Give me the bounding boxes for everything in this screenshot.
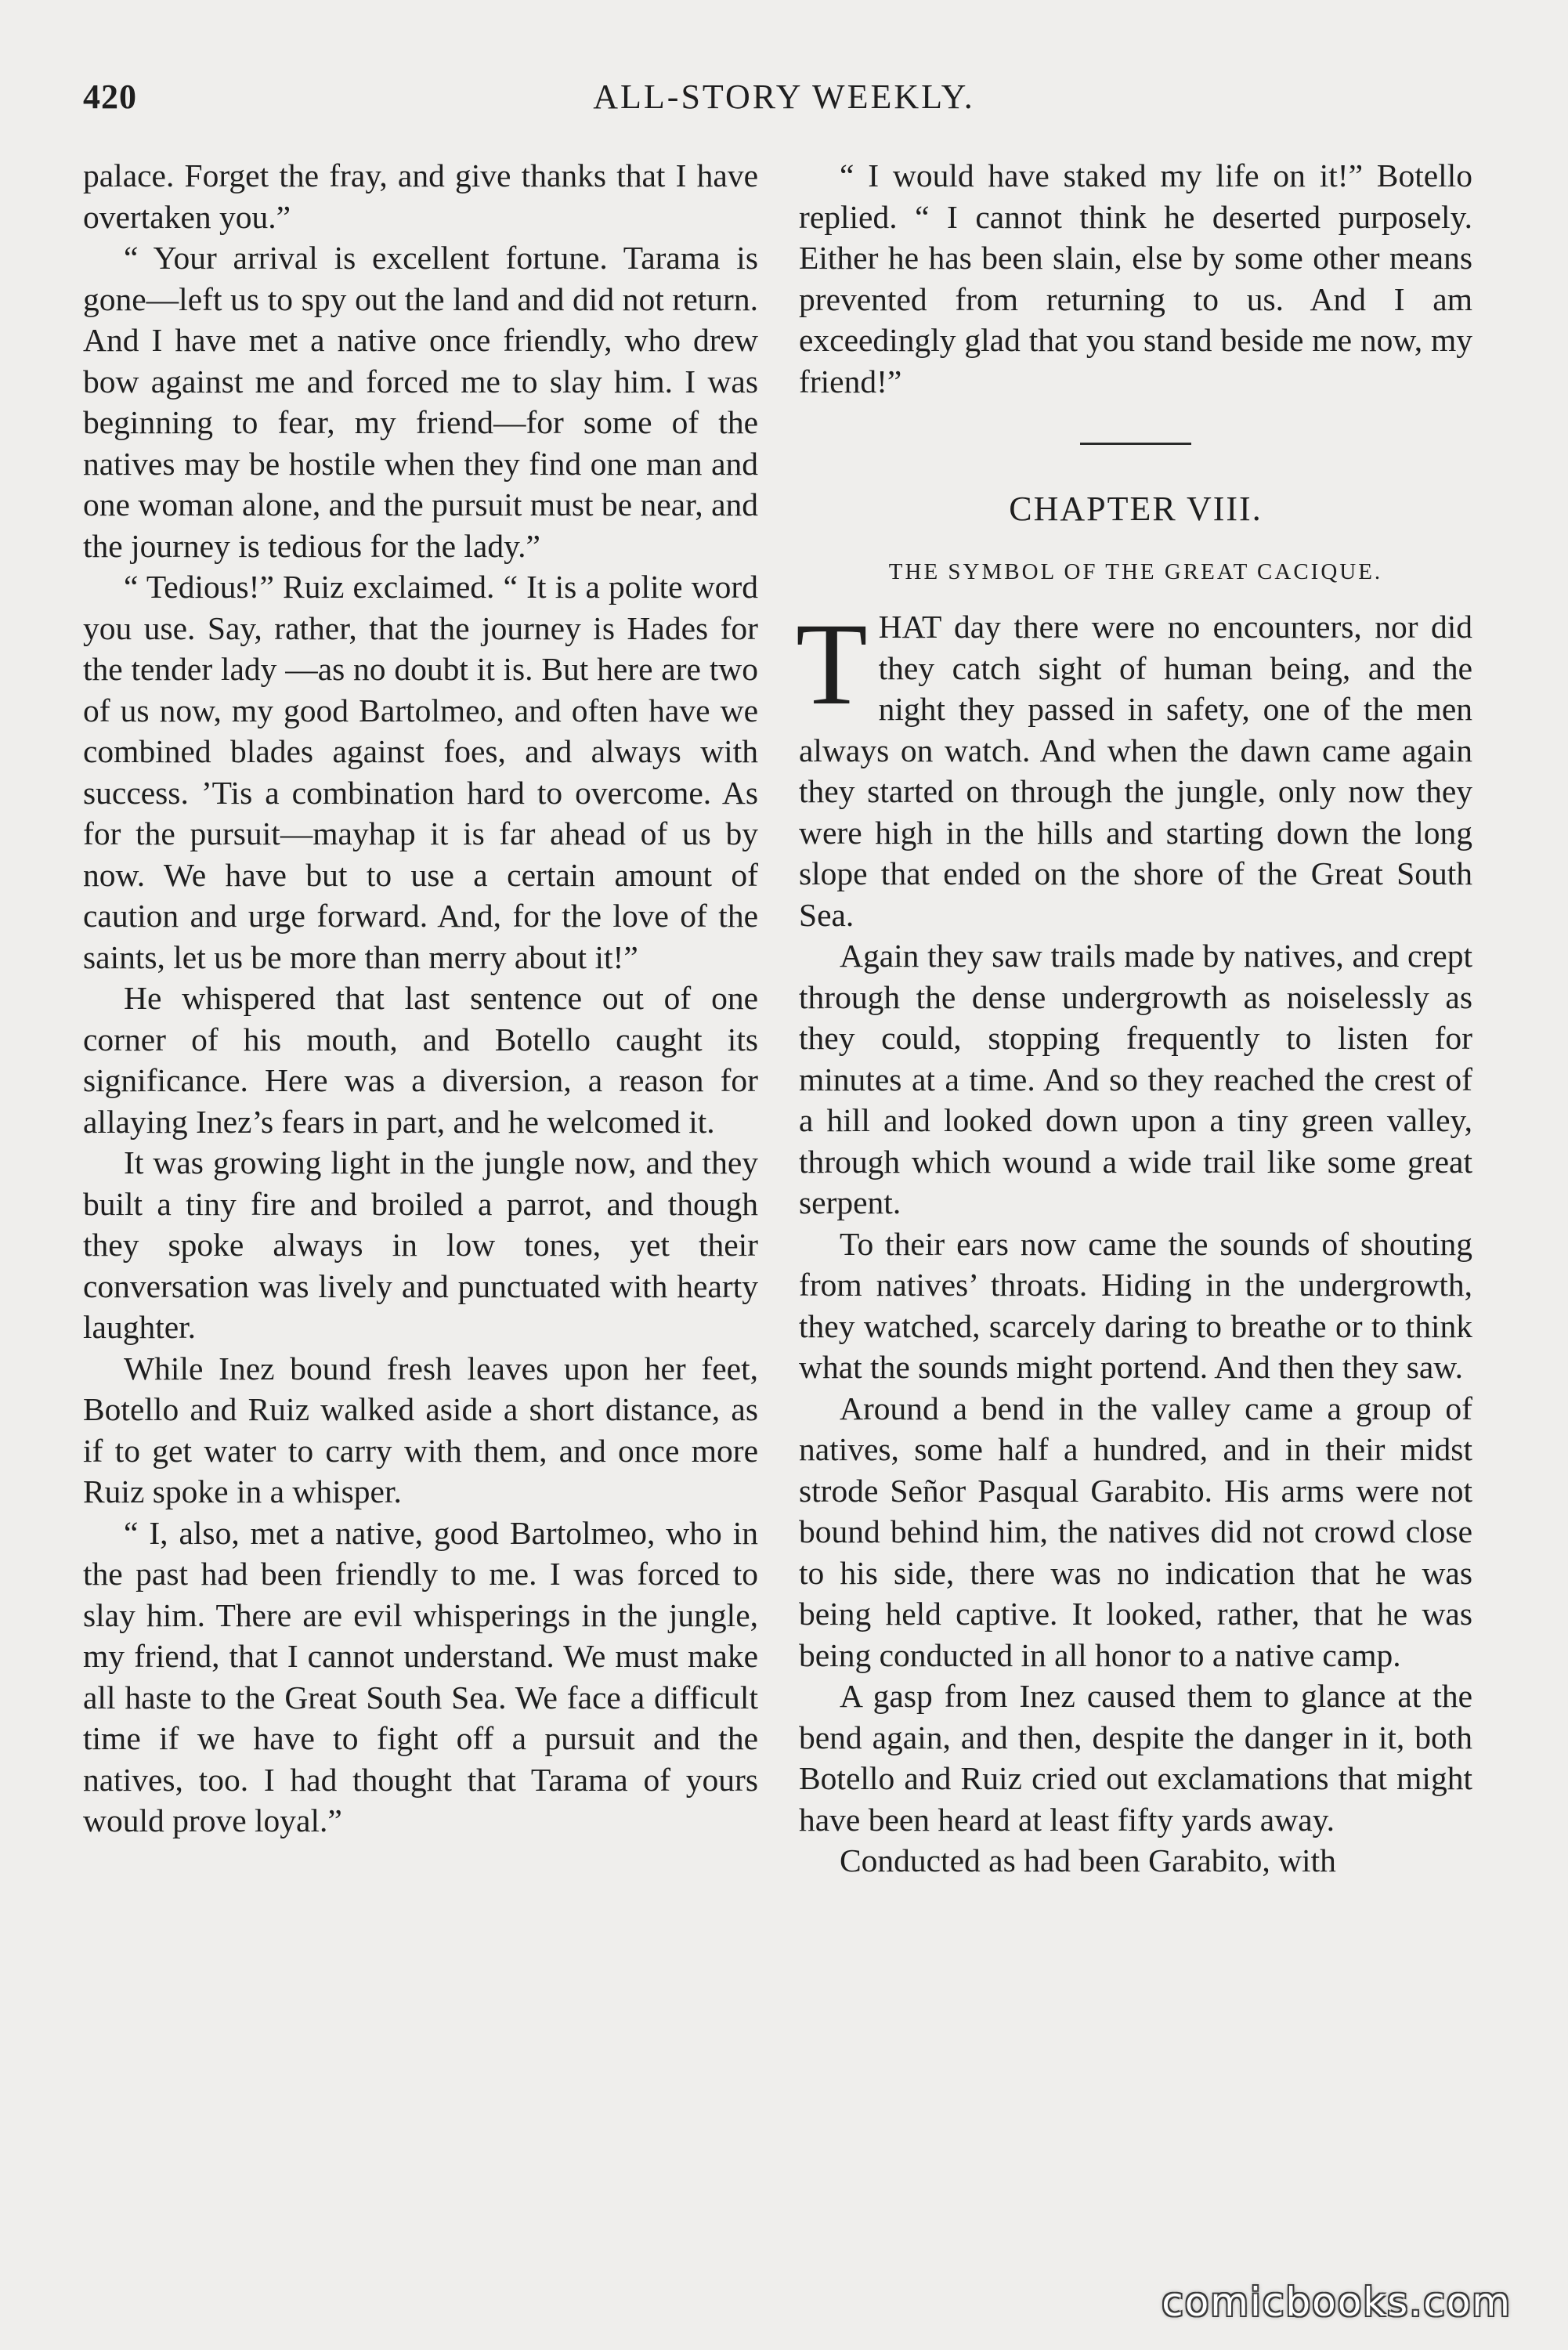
paragraph: Again they saw trails made by natives, and crept through the dense undergrowth as noiselessly as they could, stopping frequently to listen for minutes at a time. And so they reached the crest of a hill and looked down upon a tiny green valley, through which wound a wide trail like some great serpent. — [799, 938, 1472, 1220]
paragraph: palace. Forget the fray, and give thanks that I have overtaken you.” — [83, 157, 758, 235]
paragraph: “ I would have staked my life on it!” Botello replied. “ I cannot think he deserted purposely. Either he has been slain, else by some other means prevented from returning to us. And I am exceedingly glad that you stand beside me now, my friend!” — [799, 157, 1472, 400]
chapter-first-paragraph — [796, 599, 1472, 935]
paragraph: He whispered that last sentence out of one corner of his mouth, and Botello caught its significance. Here was a diversion, a reason for allaying Inez’s fears in part, and he welcomed it. — [83, 980, 758, 1140]
paragraph: Conducted as had been Garabito, with — [840, 1842, 1336, 1878]
paragraph: “ Tedious!” Ruiz exclaimed. “ It is a polite word you use. Say, rather, that the journey is Hades for the tender lady —as no doubt it is. But here are two of us now, my good Bartolmeo, and often have we combined blades against foes, and always with success. ’Tis a combination hard to overcome. As for the pursuit—mayhap it is far ahead of us by now. We have but to use a certain amount of caution and urge forward. And, for the love of the saints, let us be more than merry about it!” — [83, 569, 758, 975]
paragraph: “ Your arrival is excellent fortune. Tarama is gone—left us to spy out the land and did not return. And I have met a native once friendly, who drew bow against me and forced me to slay him. I was beginning to fear, my friend—for some of the natives may be hostile when they find one man and one woman alone, and the pursuit must be near, and the journey is tedious for the lady.” — [83, 240, 758, 564]
paragraph: “ I, also, met a native, good Bartolmeo, who in the past had been friendly to me. I was forced to slay him. There are evil whisperings in the jungle, my friend, that I cannot understand. We must make all haste to the Great South Sea. We face a difficult time if we have to fight off a pursuit and the natives, too. I had thought that Tarama of yours would prove loyal.” — [83, 1514, 758, 1838]
page-number: 420 — [83, 78, 137, 116]
paragraph: A gasp from Inez caused them to glance at the bend again, and then, despite the danger in it, both Botello and Ruiz cried out exclamations that might have been heard at least fifty yards away. — [799, 1678, 1472, 1838]
section-divider — [1080, 443, 1191, 445]
paragraph: To their ears now came the sounds of shouting from natives’ throats. Hiding in the undergrowth, they watched, scarcely daring to breathe or to think what the sounds might portend. And then they saw. — [799, 1225, 1472, 1385]
drop-cap: T — [796, 599, 868, 729]
chapter-heading: CHAPTER VIII. — [1009, 490, 1263, 528]
running-title: ALL-STORY WEEKLY. — [593, 78, 975, 116]
paragraph: Around a bend in the valley came a group of natives, some half a hundred, and in their midst strode Señor Pasqual Garabito. His arms were not bound behind him, the natives did not crowd close to his side, there was no indication that he was being held captive. It looked, rather, that he was being conducted in all honor to a native camp. — [799, 1390, 1472, 1673]
first-paragraph-text: HAT day there were no encounters, nor did they catch sight of human being, and the night they passed in safety, one of the men always on watch. And when the dawn came again they started on through the jungle, only now they were high in the hills and starting down the long slope that ended on the shore of the Great South Sea. — [799, 609, 1472, 933]
paragraph: It was growing light in the jungle now, and they built a tiny fire and broiled a parrot, and though they spoke always in low tones, yet their conversation was lively and punctuated with hearty laughter. — [83, 1144, 758, 1345]
watermark: comicbooks.com — [1162, 2280, 1512, 2325]
right-column — [796, 155, 1472, 1882]
chapter-subtitle: THE SYMBOL OF THE GREAT CACIQUE. — [888, 559, 1383, 584]
left-column — [83, 155, 758, 1842]
paragraph: While Inez bound fresh leaves upon her feet, Botello and Ruiz walked aside a short distance, as if to get water to carry with them, and once more Ruiz spoke in a whisper. — [83, 1350, 758, 1509]
